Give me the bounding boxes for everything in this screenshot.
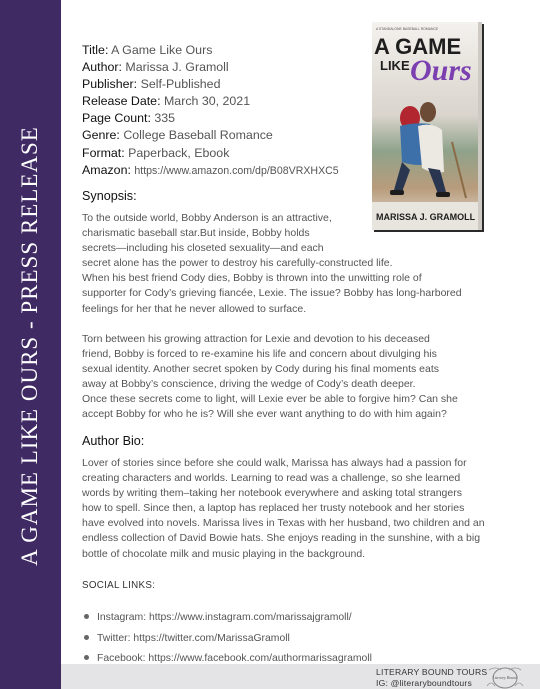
book-pages: 335 bbox=[154, 111, 176, 126]
svg-text:Literary Bound: Literary Bound bbox=[492, 675, 518, 680]
footer-instagram-handle: IG: @literaryboundtours bbox=[376, 677, 472, 688]
footer-credit bbox=[376, 667, 487, 688]
cover-title-line2: LIKE bbox=[380, 58, 410, 73]
synopsis-para-1: To the outside world, Bobby Anderson is an attractive, charismatic baseball star.But inside, Bobby holds secrets—including his closeted sexuality—and each secret alone has the power to destroy his carefully-constructed life. When his best friend Cody dies, Bobby is thrown into the unwitting role of supporter for Cody’s grieving fiancée, Lexie. The issue? Bobby has long-harbored feelings for her that he never allowed to surface. bbox=[82, 212, 462, 315]
cover-author: MARISSA J. GRAMOLL bbox=[376, 212, 476, 222]
author-row: Author: Marissa J. Gramoll bbox=[82, 60, 229, 75]
footer-tour-name: LITERARY BOUND TOURS bbox=[376, 667, 488, 677]
pages-row: Page Count: 335 bbox=[82, 111, 176, 126]
social-link-facebook[interactable]: Facebook: https://www.facebook.com/authormarissagramoll bbox=[82, 649, 372, 670]
literary-bound-logo-icon bbox=[481, 664, 529, 689]
book-cover bbox=[370, 22, 490, 234]
book-format: Paperback, Ebook bbox=[128, 145, 230, 160]
book-release: March 30, 2021 bbox=[163, 94, 251, 109]
author-bio-heading: Author Bio: bbox=[82, 434, 145, 448]
cover-title-line1: A GAME bbox=[374, 34, 462, 59]
book-publisher: Self-Published bbox=[140, 77, 221, 92]
publisher-row: Publisher: Self-Published bbox=[82, 77, 221, 92]
title-row: Title: A Game Like Ours bbox=[82, 43, 213, 57]
book-genre: College Baseball Romance bbox=[123, 128, 273, 143]
social-link-twitter[interactable]: Twitter: https://twitter.com/MarissaGramoll bbox=[82, 629, 372, 650]
author-bio-text: Lover of stories since before she could walk, Marissa has always had a passion for creating characters and worlds. Learning to read was a challenge, so she learned words by writing them–taking her notebook everywhere and asking total strangers how to spell. Since then, a laptop has replaced her trusty notebook and her stories have evolved into novels. Marissa lives in Texas with her husband, two children and an endless collection of David Bowie hats. She enjoys reading in the sunshine, with a big bottle of chocolate milk and music playing in the background. bbox=[82, 457, 485, 560]
social-links-list bbox=[82, 608, 372, 670]
bullet-icon bbox=[84, 655, 89, 660]
cover-tagline: A STANDALONE BASEBALL ROMANCE bbox=[376, 27, 439, 31]
social-link-instagram[interactable]: Instagram: https://www.instagram.com/marissajgramoll/ bbox=[82, 608, 372, 629]
bullet-icon bbox=[84, 635, 89, 640]
synopsis-para-2: Torn between his growing attraction for Lexie and devotion to his deceased friend, Bobby is forced to re-examine his life and concern about divulging his sexual identity. Another secret spoken by Cody during his final moments eats away at Bobby’s conscience, driving the wedge of Cody’s death deeper. Once these secrets come to light, will Lexie ever be able to forgive him? Can she accept Bobby for who he is? Will she ever want anything to do with him again? bbox=[82, 333, 458, 421]
amazon-row: Amazon: https://www.amazon.com/dp/B08VRXHXC5 bbox=[82, 162, 339, 177]
format-row: Format: Paperback, Ebook bbox=[82, 145, 230, 160]
genre-row: Genre: College Baseball Romance bbox=[82, 128, 273, 143]
social-links-heading: SOCIAL LINKS: bbox=[82, 580, 156, 591]
release-row: Release Date: March 30, 2021 bbox=[82, 94, 251, 109]
book-author: Marissa J. Gramoll bbox=[125, 60, 229, 75]
sidebar-band bbox=[0, 0, 61, 689]
bullet-icon bbox=[84, 614, 89, 619]
footer-band bbox=[61, 664, 540, 689]
amazon-link[interactable]: https://www.amazon.com/dp/B08VRXHXC5 bbox=[134, 164, 339, 177]
synopsis-heading: Synopsis: bbox=[82, 189, 137, 203]
press-release-title: A GAME LIKE OURS - PRESS RELEASE bbox=[17, 126, 42, 566]
cover-title-line3: Ours bbox=[410, 54, 472, 87]
book-title: A Game Like Ours bbox=[111, 43, 213, 57]
book-details bbox=[82, 42, 362, 180]
cover-page-edge bbox=[478, 22, 482, 230]
